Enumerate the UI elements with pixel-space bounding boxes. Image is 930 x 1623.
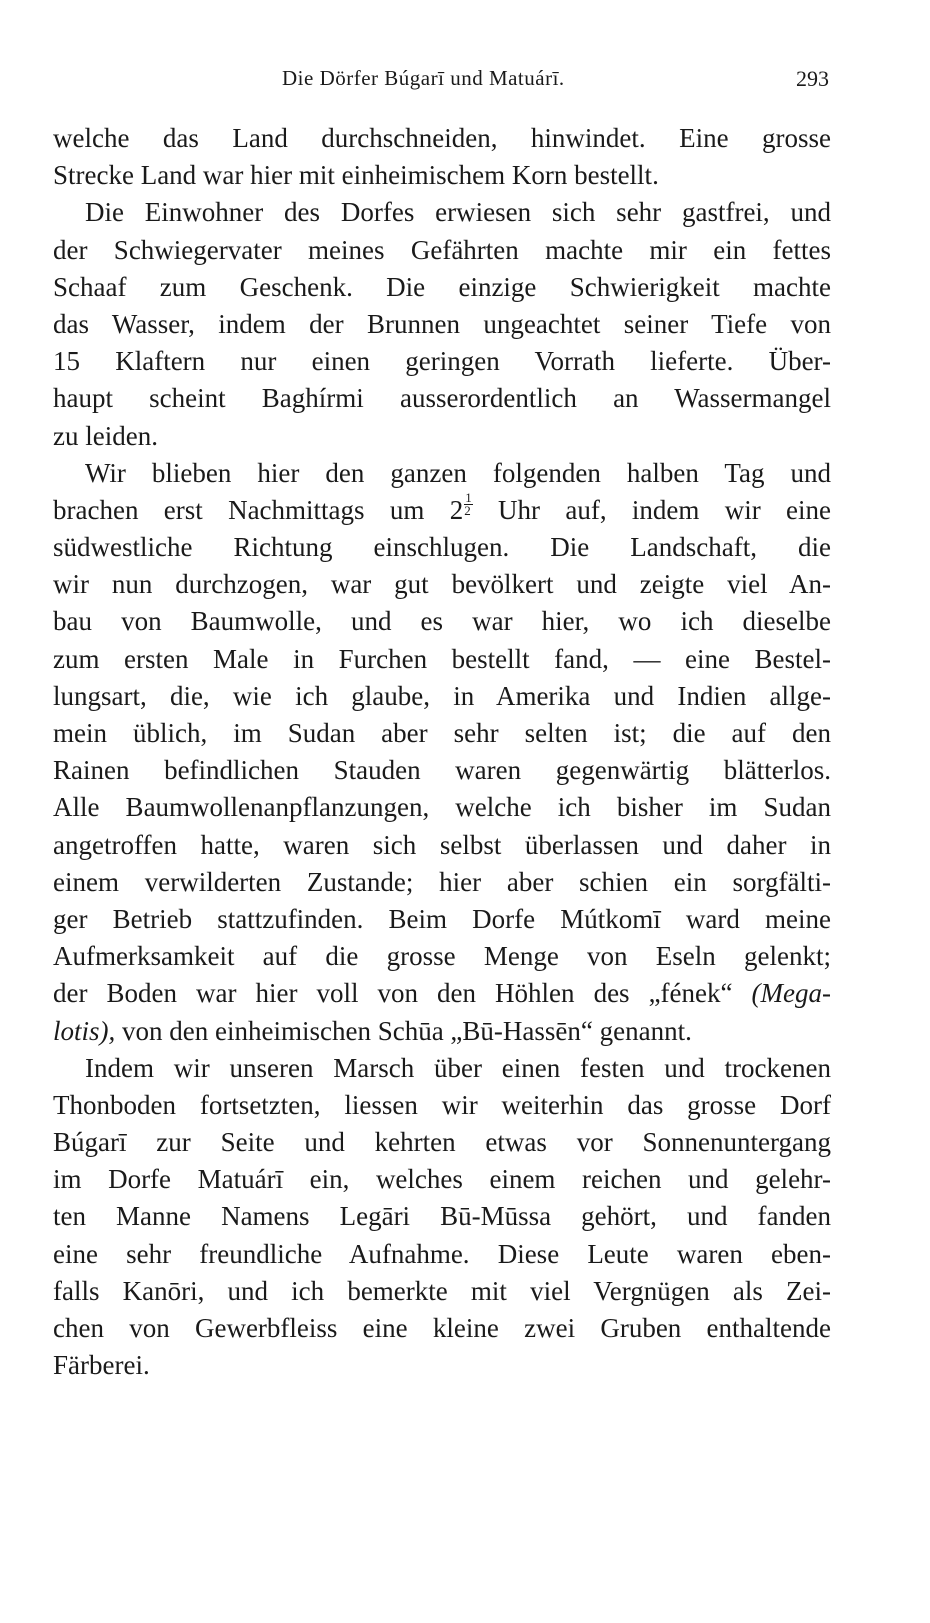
page-number: 293 (796, 66, 829, 91)
line-text: brachen erst Nachmittags um 2 (53, 494, 464, 525)
text-line (53, 1013, 831, 1050)
body-text (53, 120, 831, 1384)
paragraph (53, 1050, 831, 1385)
text-line: Búgarī zur Seite und kehrten etwas vor Sonnenuntergang (53, 1127, 831, 1158)
text-line: Strecke Land war hier mit einheimischem Korn bestellt. (53, 160, 659, 191)
fraction-numerator: 1 (465, 491, 472, 505)
text-line: wir nun durchzogen, war gut bevölkert und zeigte viel An- (53, 569, 831, 600)
text-line: falls Kanōri, und ich bemerkte mit viel Vergnügen als Zei- (53, 1275, 831, 1306)
paragraph (53, 455, 831, 1050)
running-title: Die Dörfer Búgarī und Matuárī. (282, 66, 565, 90)
fraction (464, 492, 473, 517)
text-line: Thonboden fortsetzten, liessen wir weiterhin das grosse Dorf (53, 1089, 831, 1120)
text-line: mein üblich, im Sudan aber sehr selten ist; die auf den (53, 718, 831, 748)
text-line: 15 Klaftern nur einen geringen Vorrath lieferte. Über- (53, 346, 831, 377)
fraction-denominator: 2 (464, 502, 471, 518)
paragraph (53, 120, 831, 194)
text-line: chen von Gewerbfleiss eine kleine zwei Gruben enthaltende (53, 1313, 831, 1343)
text-line: ger Betrieb stattzufinden. Beim Dorfe Mútkomī ward meine (53, 903, 831, 934)
text-line: bau von Baumwolle, und es war hier, wo ich dieselbe (53, 606, 831, 637)
italic-text: lotis), (53, 1015, 116, 1046)
text-line: zu leiden. (53, 420, 158, 451)
text-line: eine sehr freundliche Aufnahme. Diese Leute waren eben- (53, 1238, 831, 1269)
text-line: zum ersten Male in Furchen bestellt fand, — eine Bestel- (53, 643, 831, 674)
text-line: einem verwilderten Zustande; hier aber schien ein sorgfälti- (53, 866, 831, 897)
text-line: Wir blieben hier den ganzen folgenden halben Tag und (85, 457, 831, 488)
text-line: lungsart, die, wie ich glaube, in Amerika und Indien allge- (53, 680, 831, 711)
paragraph (53, 194, 831, 454)
text-line: das Wasser, indem der Brunnen ungeachtet seiner Tiefe von (53, 308, 831, 339)
line-text: der Boden war hier voll von den Höhlen des „fének“ (53, 978, 752, 1009)
line-text: von den einheimischen Schūa „Bū-Hassēn“ genannt. (115, 1015, 692, 1046)
text-line: haupt scheint Baghírmi ausserordentlich an Wassermangel (53, 383, 831, 414)
text-line: ten Manne Namens Legāri Bū-Mūssa gehört, und fanden (53, 1201, 831, 1232)
line-text: Uhr auf, indem wir eine (472, 494, 831, 525)
text-line (53, 975, 831, 1012)
text-line: Indem wir unseren Marsch über einen festen und trockenen (85, 1052, 831, 1083)
italic-text: (Mega- (751, 978, 831, 1009)
text-line: angetroffen hatte, waren sich selbst überlassen und daher in (53, 829, 831, 860)
text-line: Schaaf zum Geschenk. Die einzige Schwierigkeit machte (53, 271, 831, 302)
text-line: der Schwiegervater meines Gefährten machte mir ein fettes (53, 234, 831, 265)
text-line (53, 492, 831, 529)
text-line: Färberei. (53, 1350, 150, 1381)
text-line: Rainen befindlichen Stauden waren gegenwärtig blätterlos. (53, 755, 831, 786)
text-line: welche das Land durchschneiden, hinwindet. Eine grosse (53, 123, 831, 153)
text-line: südwestliche Richtung einschlugen. Die Landschaft, die (53, 532, 831, 563)
running-header (0, 66, 930, 100)
text-line: im Dorfe Matuárī ein, welches einem reichen und gelehr- (53, 1164, 831, 1195)
text-line: Alle Baumwollenanpflanzungen, welche ich bisher im Sudan (53, 792, 831, 823)
text-line: Die Einwohner des Dorfes erwiesen sich sehr gastfrei, und (85, 197, 831, 228)
text-line: Aufmerksamkeit auf die grosse Menge von Eseln gelenkt; (53, 941, 831, 972)
